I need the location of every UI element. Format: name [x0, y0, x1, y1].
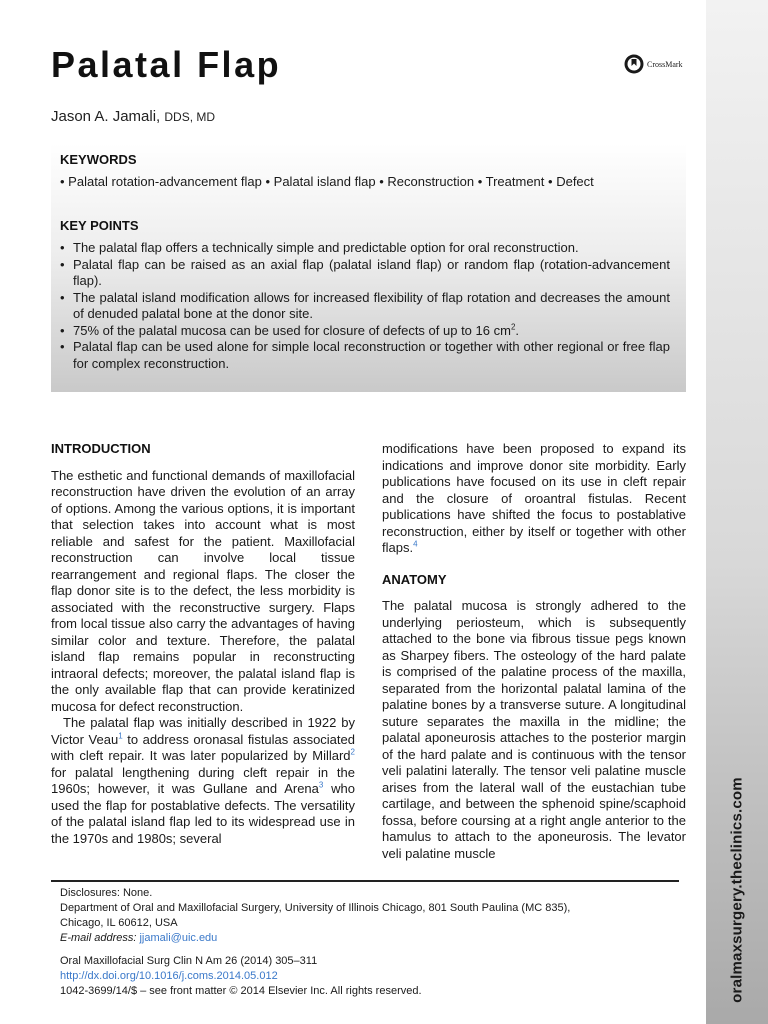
keyword-item: Treatment	[485, 174, 545, 189]
email-link[interactable]: jjamali@uic.edu	[139, 932, 218, 944]
keyword-item: Palatal island flap	[273, 174, 376, 189]
introduction-paragraph: The palatal flap was initially described in 1922 by Victor Veau$^1$ to address oronasal fistulas associated with cleft repair. It was later popularized by Millard$^2$ for palatal lengthening during cleft repair in the 1960s; however, it was Gullane and Arena$^3$ who used the flap for postablative defects. The versatility of the palatal island flap led to its widespread use in the 1970s and 1980s; several	[51, 715, 355, 846]
key-point-item: • The palatal island modification allows for increased flexibility of flap rotation and decreases the amount of denuded palatal bone at the donor site.	[60, 290, 670, 323]
footer-divider	[51, 880, 679, 882]
key-point-item: • 75% of the palatal mucosa can be used for closure of defects of up to 16 $cm^2$.	[60, 323, 670, 340]
keywords-list: • Palatal rotation-advancement flap • Palatal island flap • Reconstruction • Treatment • Defect	[60, 174, 594, 189]
doi-link[interactable]: http://dx.doi.org/10.1016/j.coms.2014.05.012	[60, 970, 278, 982]
disclosures: Disclosures: None.	[60, 887, 153, 899]
article-title: Palatal Flap	[51, 44, 282, 85]
key-points-list	[60, 240, 670, 372]
left-column	[51, 441, 355, 847]
city: Chicago, IL 60612, USA	[60, 917, 178, 929]
keyword-item: Defect	[556, 174, 594, 189]
right-column	[382, 441, 686, 862]
footer	[60, 886, 570, 999]
copyright: 1042-3699/14/$ – see front matter © 2014 Elsevier Inc. All rights reserved.	[60, 985, 422, 997]
anatomy-heading: ANATOMY	[382, 571, 447, 587]
reference-link[interactable]: 2	[350, 747, 355, 757]
introduction-paragraph: modifications have been proposed to expand its indications and improve donor site morbidity. Early publications have focused on its use in cleft repair and the closure of oroantral fistulas. Recent publications have shifted the focus to postablative reconstruction, either by itself or together with other flaps.$^4$	[382, 441, 686, 555]
journal-url[interactable]: oralmaxsurgery.theclinics.com	[728, 777, 746, 1003]
reference-link[interactable]: 1	[118, 731, 123, 741]
keywords-heading: KEYWORDS	[60, 152, 137, 167]
keyword-item: Palatal rotation-advancement flap	[68, 174, 262, 189]
key-points-heading: KEY POINTS	[60, 218, 139, 233]
key-point-item: • Palatal flap can be raised as an axial flap (palatal island flap) or random flap (rotation-advancement flap).	[60, 257, 670, 290]
introduction-heading: INTRODUCTION	[51, 441, 151, 456]
reference-link[interactable]: 4	[413, 539, 418, 549]
superscript: 2	[510, 322, 516, 332]
email-label: E-mail address:	[60, 932, 137, 944]
keyword-item: Reconstruction	[387, 174, 475, 189]
crossmark-label: CrossMark	[647, 59, 683, 69]
department: Department of Oral and Maxillofacial Surgery, University of Illinois Chicago, 801 South Paulina (MC 835),	[60, 902, 571, 914]
author-name: Jason A. Jamali,	[51, 108, 161, 125]
author-degrees: DDS, MD	[164, 110, 216, 124]
author-line	[51, 108, 215, 125]
citation: Oral Maxillofacial Surg Clin N Am 26 (2014) 305–311	[60, 955, 318, 967]
crossmark-icon	[624, 54, 644, 74]
anatomy-paragraph: The palatal mucosa is strongly adhered to the underlying periosteum, which is subsequently attached to the bone via fibrous tissue pegs known as Sharpey fibers. The osteology of the hard palate is comprised of the palatine process of the maxilla, separated from the horizontal palatal lamina of the palatine bones by a transverse suture. A longitudinal suture separates the maxilla in the midline; the palatal aponeurosis attaches to the posterior margin of the hard palate and is continuous with the tensor veli palatini laterally. The tensor veli palatine muscle arises from the lateral wall of the eustachian tube cartilage, and between the sphenoid spine/scaphoid fossa, before coursing at a right angle anterior to the hamulus to attach to the aponeurosis. The levator veli palatine muscle	[382, 598, 686, 861]
introduction-paragraph: The esthetic and functional demands of maxillofacial reconstruction have driven the evolution of an array of options. Among the various options, it is important that selection takes into account what is most reliable and safest for the patient. Maxillofacial reconstruction can involve local tissue rearrangement and regional flaps. The closer the flap donor site is to the defect, the less morbidity is associated with the reconstructive surgery. Flaps from local tissue also carry the advantages of having similar color and texture. Therefore, the palatal island flap remains popular in reconstructing intraoral defects; moreover, the palatal island flap is the only available flap that can provide keratinized mucosa for defect reconstruction.	[51, 467, 355, 714]
crossmark-badge[interactable]	[624, 54, 683, 74]
reference-link[interactable]: 3	[318, 780, 324, 790]
key-point-item: • Palatal flap can be used alone for simple local reconstruction or together with other regional or free flap for complex reconstruction.	[60, 339, 670, 372]
key-point-item: • The palatal flap offers a technically simple and predictable option for oral reconstruction.	[60, 240, 670, 257]
